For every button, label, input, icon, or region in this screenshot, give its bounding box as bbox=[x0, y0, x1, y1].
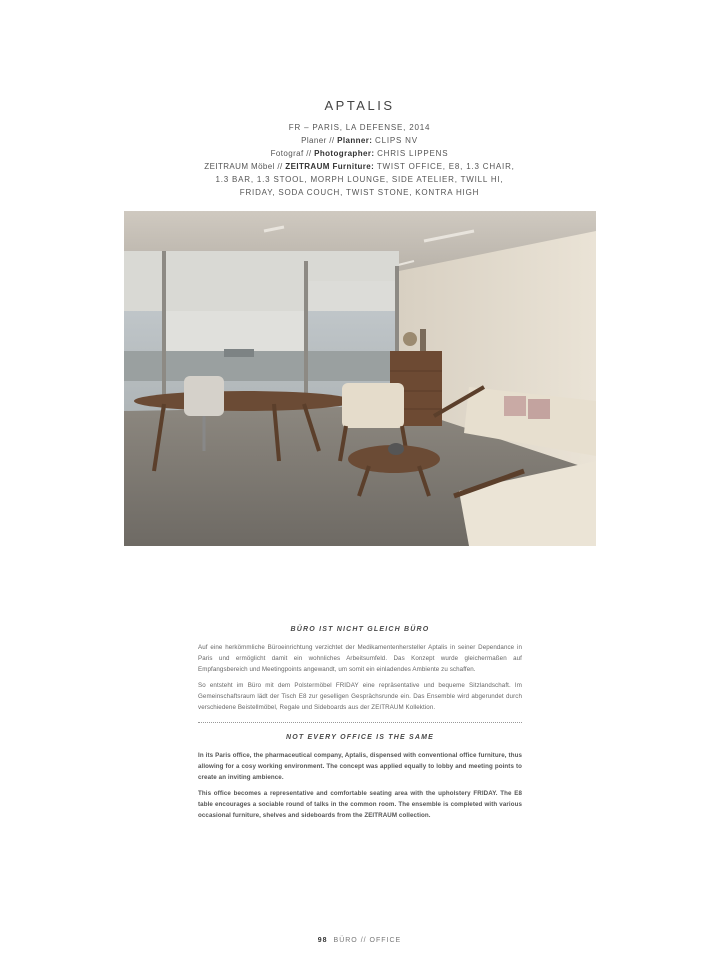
section-divider bbox=[198, 722, 522, 723]
english-section bbox=[198, 734, 522, 828]
project-location: FR – PARIS, LA DEFENSE, 2014 bbox=[288, 123, 431, 132]
footer-section-label: BÜRO // OFFICE bbox=[333, 937, 402, 944]
project-title: APTALIS bbox=[324, 98, 395, 113]
english-paragraph-1: In its Paris office, the pharmaceutical company, Aptalis, dispensed with conventional office furniture, thus allowing for a cosy working environment. The concept was applied equally to lobby and meeting points to create an inviting ambience. bbox=[198, 752, 522, 781]
project-header bbox=[0, 98, 719, 199]
page-footer bbox=[0, 937, 719, 944]
photographer-credit: Fotograf // Photographer: CHRIS LIPPENS bbox=[270, 149, 449, 158]
planner-credit: Planer // Planner: CLIPS NV bbox=[301, 136, 418, 145]
furniture-credit: ZEITRAUM Möbel // ZEITRAUM Furniture: TWIST OFFICE, E8, 1.3 CHAIR, bbox=[204, 162, 515, 171]
german-section-title: BÜRO IST NICHT GLEICH BÜRO bbox=[290, 626, 430, 633]
office-photo bbox=[124, 211, 596, 546]
english-section-title: NOT EVERY OFFICE IS THE SAME bbox=[285, 734, 435, 741]
german-section bbox=[198, 626, 522, 720]
german-paragraph-1: Auf eine herkömmliche Büroeinrichtung verzichtet der Medikamentenhersteller Aptalis in seiner Dependance in Paris und ermöglicht damit ein wohnliches Arbeitsumfeld. Das Konzept wurde gleichermaßen auf Empfangsbereich und Meetingpoints angewandt, um somit ein einladendes Ambiente zu schaffen. bbox=[198, 644, 522, 673]
page-number: 98 bbox=[317, 937, 328, 944]
furniture-list-line2: 1.3 BAR, 1.3 STOOL, MORPH LOUNGE, SIDE ATELIER, TWILL HI, bbox=[215, 175, 504, 184]
furniture-list-line3: FRIDAY, SODA COUCH, TWIST STONE, KONTRA HIGH bbox=[239, 188, 480, 197]
german-paragraph-2: So entsteht im Büro mit dem Polstermöbel FRIDAY eine repräsentative und bequeme Sitzlandschaft. Im Gemeinschaftsraum lädt der Tisch E8 zur geselligen Gesprächsrunde ein. Das Ensemble wird abgerundet durch verschiedene Beistellmöbel, Regale und Sideboards aus der ZEITRAUM Kollektion. bbox=[198, 682, 522, 711]
english-paragraph-2: This office becomes a representative and comfortable seating area with the upholstery FRIDAY. The E8 table encourages a sociable round of talks in the common room. The ensemble is completed with various occasional furniture, shelves and sideboards from the ZEITRAUM collection. bbox=[198, 790, 522, 819]
